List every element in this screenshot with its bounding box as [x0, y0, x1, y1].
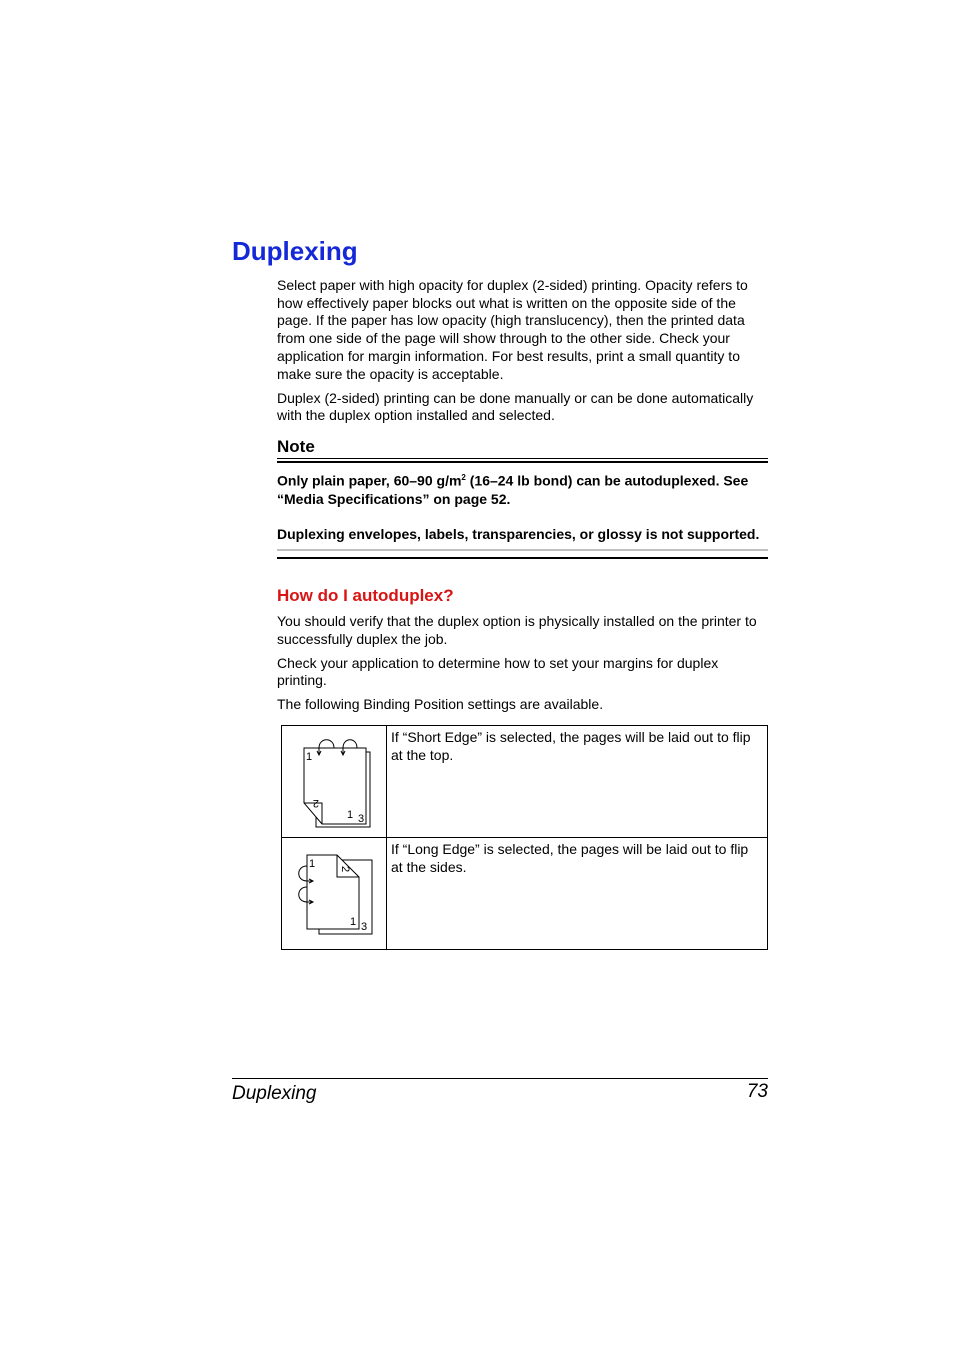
note-line: Duplexing envelopes, labels, transparencies, or glossy is not supported. [277, 525, 760, 542]
intro-section [277, 277, 767, 425]
page-footer [232, 1078, 768, 1104]
page-label: 1 [309, 858, 316, 870]
page-label: 2 [312, 797, 319, 809]
footer-section-title: Duplexing [232, 1083, 317, 1104]
long-edge-description: If “Long Edge” is selected, the pages will be laid out to flip at the sides. [387, 838, 768, 950]
long-edge-binding-icon [282, 838, 386, 949]
page-label: 1 [347, 809, 354, 821]
autoduplex-section [277, 613, 767, 714]
intro-paragraph: Select paper with high opacity for duplex (2-sided) printing. Opacity refers to how effectively paper blocks out what is written on the opposite side of the page. If the paper has low opacity (high translucency), then the printed data from one side of the page will show through to the other side. Check your application for margin information. For best results, print a small quantity to make sure the opacity is acceptable. [277, 277, 748, 382]
note-text: Only plain paper, 60–90 g/m [277, 472, 462, 489]
table-row [282, 726, 768, 838]
page-label: 2 [339, 866, 351, 873]
page-label: 1 [306, 751, 313, 763]
note-text: (16–24 lb bond) can be autoduplexed. See “Media Specifications” on page 52. [277, 472, 749, 507]
footer-rule [232, 1078, 768, 1079]
note-box [277, 437, 768, 559]
short-edge-description: If “Short Edge” is selected, the pages will be laid out to flip at the top. [387, 726, 768, 838]
note-heading: Note [277, 437, 768, 459]
note-line [277, 469, 768, 508]
binding-position-table [281, 725, 768, 950]
short-edge-binding-icon [282, 726, 386, 837]
page-label: 3 [361, 921, 368, 933]
section-subheading: How do I autoduplex? [277, 586, 454, 605]
page-label: 1 [350, 916, 357, 928]
note-footer-rule [277, 549, 768, 559]
intro-paragraph: Duplex (2-sided) printing can be done manually or can be done automatically with the duplex option installed and selected. [277, 389, 754, 424]
body-paragraph: The following Binding Position settings are available. [277, 696, 604, 713]
body-paragraph: You should verify that the duplex option is physically installed on the printer to successfully duplex the job. [277, 613, 757, 647]
note-body [277, 469, 768, 543]
table-row [282, 838, 768, 950]
footer-page-number: 73 [746, 1081, 768, 1102]
page-label: 3 [358, 813, 365, 825]
note-superscript: 2 [461, 473, 466, 482]
short-edge-icon-cell [282, 726, 387, 838]
note-heading-rule [277, 461, 768, 463]
body-paragraph: Check your application to determine how to set your margins for duplex printing. [277, 654, 719, 689]
long-edge-icon-cell [282, 838, 387, 950]
page-title: Duplexing [232, 236, 358, 266]
